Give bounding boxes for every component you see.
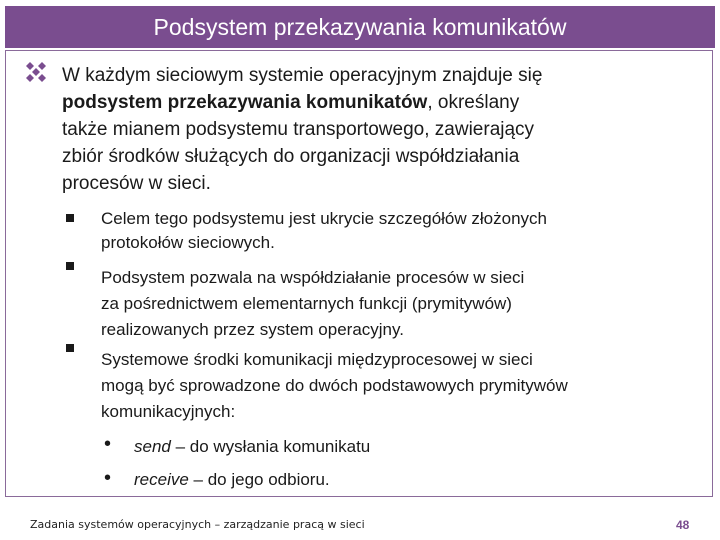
point-1-line-2: protokołów sieciowych.	[101, 233, 275, 252]
dot-bullet-icon: •	[104, 467, 112, 489]
point-3-line-2: mogą być sprowadzone do dwóch podstawowych prymitywów	[101, 376, 568, 395]
dot-bullet-icon: •	[104, 433, 112, 455]
point-2-line-1: Podsystem pozwala na współdziałanie procesów w sieci	[101, 268, 525, 287]
primitive-receive	[134, 468, 330, 492]
square-bullet-icon	[66, 214, 74, 222]
primitive-send	[134, 435, 370, 459]
diamond-bullet-icon	[24, 60, 48, 84]
point-3-line-3: komunikacyjnych:	[101, 402, 236, 421]
primitive-name: receive	[134, 470, 189, 489]
primitive-name: send	[134, 437, 171, 456]
page-number: 48	[676, 518, 690, 532]
square-bullet-icon	[66, 262, 74, 270]
point-2-line-2: za pośrednictwem elementarnych funkcji (prymitywów)	[101, 294, 512, 313]
primitive-desc: – do wysłania komunikatu	[170, 437, 371, 456]
intro-line-1: W każdym sieciowym systemie operacyjnym znajduje się	[62, 65, 543, 86]
bold-term: podsystem przekazywania komunikatów	[62, 92, 428, 113]
point-3-line-1: Systemowe środki komunikacji międzyprocesowej w sieci	[101, 350, 533, 369]
primitive-desc: – do jego odbioru.	[188, 470, 330, 489]
intro-line-5: procesów w sieci.	[62, 173, 211, 194]
intro-line-3: także mianem podsystemu transportowego, zawierający	[62, 119, 535, 140]
square-bullet-icon	[66, 344, 74, 352]
slide-title: Podsystem przekazywania komunikatów	[5, 6, 715, 48]
point-1-line-1: Celem tego podsystemu jest ukrycie szczegółów złożonych	[101, 209, 547, 228]
intro-line-2-rest: , określany	[427, 92, 520, 113]
intro-line-4: zbiór środków służących do organizacji współdziałania	[62, 146, 520, 167]
footer-text: Zadania systemów operacyjnych – zarządzanie pracą w sieci	[30, 518, 365, 531]
intro-line-2	[62, 89, 519, 116]
point-2-line-3: realizowanych przez system operacyjny.	[101, 320, 404, 339]
